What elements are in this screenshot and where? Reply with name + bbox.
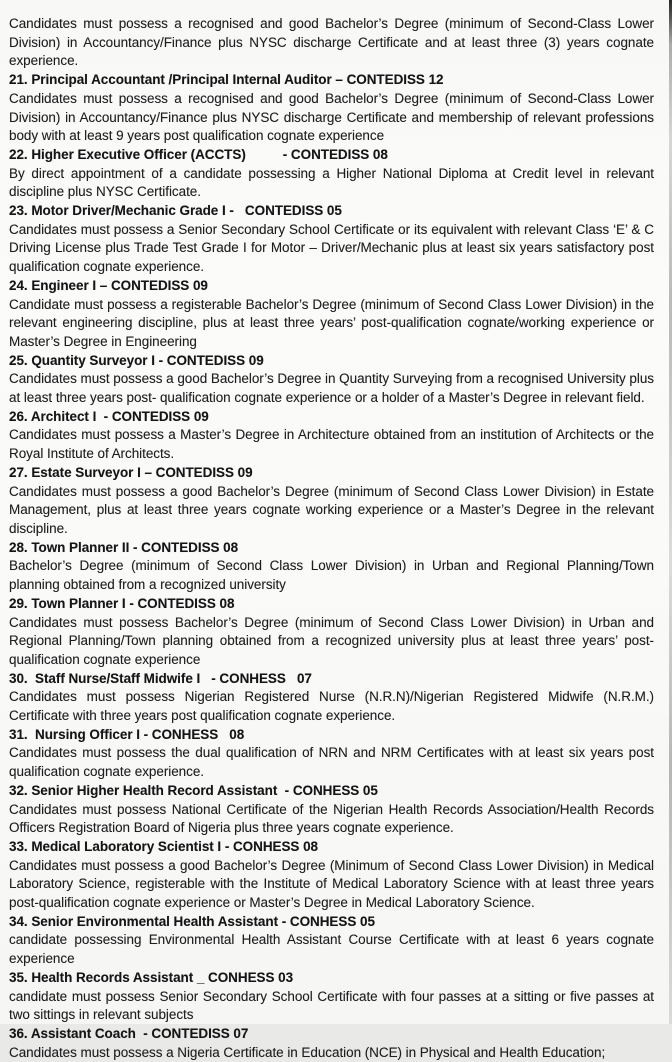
job-item-description: Bachelor’s Degree (minimum of Second Class Lower Division) in Urban and Regional Planning/Town planning obtained from a recognized university (9, 558, 654, 593)
job-item-description: Candidates must possess a recognised and good Bachelor’s Degree (minimum of Second-Class Lower Division) in Accountancy/Finance plus NYSC discharge Certificate and membership of relevant professions body with at least 9 years post qualification cognate experience (9, 90, 654, 144)
job-item (9, 1025, 654, 1062)
job-item-description: candidate must possess Senior Secondary School Certificate with four passes at a sitting or five passes at two sittings in relevant subjects (9, 988, 654, 1023)
job-item-heading: 22. Higher Executive Officer (ACCTS) - CONTEDISS 08 (9, 146, 388, 162)
job-item (9, 969, 654, 1025)
job-item-heading: 29. Town Planner I - CONTEDISS 08 (9, 595, 235, 611)
job-item-heading: 26. Architect I - CONTEDISS 09 (9, 408, 209, 424)
job-item-heading: 31. Nursing Officer I - CONHESS 08 (9, 726, 245, 742)
job-item-heading: 32. Senior Higher Health Record Assistant - CONHESS 05 (9, 782, 378, 798)
job-item (9, 146, 654, 202)
job-item-heading: 34. Senior Environmental Health Assistant - CONHESS 05 (9, 913, 375, 929)
job-item-heading: 33. Medical Laboratory Scientist I - CONHESS 08 (9, 838, 318, 854)
job-item-description: candidate possessing Environmental Health Assistant Course Certificate with at least 6 years cognate experience (9, 932, 654, 967)
job-item-heading: 28. Town Planner II - CONTEDISS 08 (9, 539, 239, 555)
job-item-description: Candidates must possess a Master’s Degree in Architecture obtained from an institution of Architects or the Royal Institute of Architects. (9, 427, 654, 462)
job-item-description: Candidates must possess a good Bachelor’s Degree in Quantity Surveying from a recognised University plus at least three years post- qualification cognate experience or a holder of a Master’s Degree in relevant field. (9, 371, 654, 406)
job-item-heading: 36. Assistant Coach - CONTEDISS 07 (9, 1025, 249, 1041)
job-item-description: Candidates must possess a Nigeria Certificate in Education (NCE) in Physical and Health Education; (9, 1044, 606, 1060)
job-item-description: Candidates must possess a good Bachelor’s Degree (Minimum of Second Class Lower Division) in Medical Laboratory Science, registerable with the Institute of Medical Laboratory Science with at least three years post-qualification cognate experience or Master’s Degree in Medical Laboratory Science. (9, 857, 654, 911)
job-item-description: Candidate must possess a registerable Bachelor’s Degree (minimum of Second Class Lower Division) in the relevant engineering discipline, plus at least three years’ post-qualification cognate/working experience or Master’s Degree in Engineering (9, 296, 654, 349)
intro-paragraph: Candidates must possess a recognised and good Bachelor’s Degree (minimum of Second-Class Lower Division) in Accountancy/Finance plus NYSC discharge Certificate and at least three (3) years cognate experience. (9, 16, 654, 69)
job-item (9, 202, 654, 277)
job-item-description: Candidates must possess the dual qualification of NRN and NRM Certificates with at least six years post qualification cognate experience. (9, 745, 654, 780)
job-item-heading: 21. Principal Accountant /Principal Internal Auditor – CONTEDISS 12 (9, 72, 444, 88)
job-item-heading: 23. Motor Driver/Mechanic Grade I - CONTEDISS 05 (9, 203, 342, 219)
job-item-description: By direct appointment of a candidate possessing a Higher National Diploma at Credit level in relevant discipline plus NYSC Certificate. (9, 165, 654, 200)
job-item-description: Candidates must possess Bachelor’s Degree (minimum of Second Class Lower Division) in Urban and Regional Planning/Town planning obtained from a recognized university plus at least three years’ post-qualification cognate experience (9, 614, 654, 667)
job-item (9, 838, 654, 913)
job-item-description: Candidates must possess National Certificate of the Nigerian Health Records Association/Health Records Officers Registration Board of Nigeria plus three years cognate experience. (9, 801, 654, 836)
job-item-heading: 24. Engineer I – CONTEDISS 09 (9, 277, 208, 293)
job-item-heading: 35. Health Records Assistant _ CONHESS 03 (9, 969, 294, 985)
job-item (9, 595, 654, 670)
job-item-description: Candidates must possess a good Bachelor’s Degree (minimum of Second Class Lower Division) in Estate Management, plus at least three years cognate working experience or a Master’s Degree in the relevant discipline. (9, 483, 654, 536)
job-item (9, 71, 654, 146)
job-item-heading: 27. Estate Surveyor I – CONTEDISS 09 (9, 464, 253, 480)
job-item (9, 726, 654, 782)
job-item (9, 352, 654, 408)
job-item (9, 670, 654, 726)
job-item-description: Candidates must possess a Senior Secondary School Certificate or its equivalent with relevant Class ‘E’ & C Driving License plus Trade Test Grade I for Motor – Driver/Mechanic plus at least six years satisfactory post qualification cognate experience. (9, 221, 654, 275)
job-item-heading: 30. Staff Nurse/Staff Midwife I - CONHESS 07 (9, 670, 312, 686)
job-item-description: Candidates must possess Nigerian Registered Nurse (N.R.N)/Nigerian Registered Midwife (N.R.M.) Certificate with three years post qualification cognate experience. (9, 689, 654, 724)
job-item (9, 913, 654, 969)
job-item (9, 464, 654, 539)
job-list (9, 71, 654, 1062)
job-item (9, 782, 654, 838)
job-item-heading: 25. Quantity Surveyor I - CONTEDISS 09 (9, 352, 264, 368)
job-item (9, 408, 654, 464)
job-item (9, 539, 654, 595)
job-item (9, 277, 654, 352)
